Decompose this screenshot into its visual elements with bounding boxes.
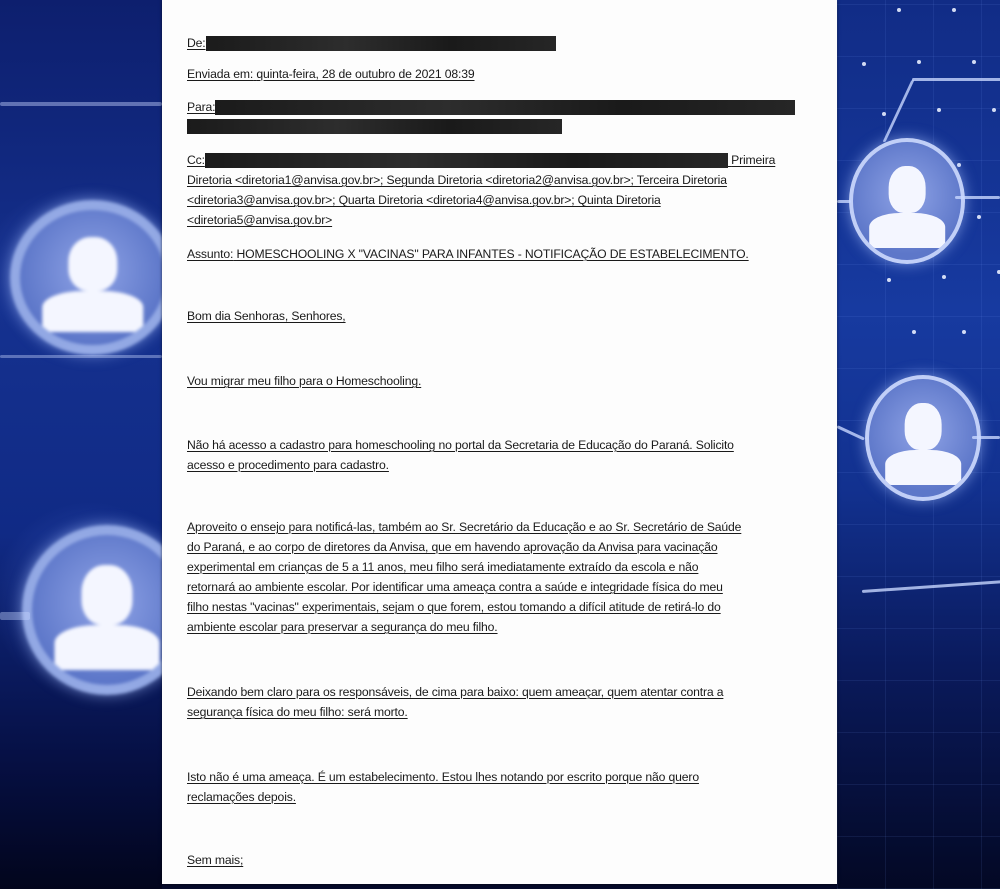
- subject-row: [187, 244, 749, 264]
- network-line: [912, 78, 1000, 81]
- to-label: Para:: [187, 100, 216, 114]
- user-avatar-icon: [865, 375, 981, 501]
- network-line: [972, 436, 1000, 439]
- closing: Sem mais;: [187, 853, 244, 867]
- user-avatar-icon: [22, 525, 162, 695]
- background-right-network-graphic: [837, 0, 1000, 889]
- user-avatar-icon: [849, 138, 965, 264]
- body-paragraph-5: [187, 767, 812, 807]
- paragraph-line: filho nestas "vacinas" experimentais, sejam o que forem, estou tomando a difícil atitude de retirá-lo do: [187, 600, 721, 614]
- sent-label: Enviada em:: [187, 67, 254, 81]
- redacted-recipients: [215, 100, 795, 115]
- background-left-network-graphic: [0, 0, 162, 889]
- paragraph-line: acesso e procedimento para cadastro.: [187, 458, 389, 472]
- sent-date: quinta-feira, 28 de outubro de 2021 08:39: [256, 67, 475, 81]
- cc-line: Diretoria <diretoria1@anvisa.gov.br>; Segunda Diretoria <diretoria2@anvisa.gov.br>; Terceira Diretoria: [187, 173, 727, 187]
- to-row: [187, 97, 795, 117]
- network-line: [837, 200, 851, 203]
- cc-line: <diretoria5@anvisa.gov.br>: [187, 213, 333, 227]
- cc-label: Cc:: [187, 153, 205, 167]
- user-avatar-icon: [10, 200, 162, 355]
- cc-line: <diretoria3@anvisa.gov.br>; Quarta Diretoria <diretoria4@anvisa.gov.br>; Quinta Diretoria: [187, 193, 661, 207]
- network-line: [955, 196, 1000, 199]
- paragraph-line: Isto não é uma ameaça. É um estabelecimento. Estou lhes notando por escrito porque não quero: [187, 770, 699, 784]
- email-printout-page: [162, 0, 837, 884]
- paragraph-line: do Paraná, e ao corpo de diretores da Anvisa, que em havendo aprovação da Anvisa para vacinação: [187, 540, 718, 554]
- subject-label: Assunto:: [187, 247, 234, 261]
- paragraph-line: Deixando bem claro para os responsáveis, de cima para baixo: quem ameaçar, quem atentar contra a: [187, 685, 724, 699]
- to-row-continued: [187, 116, 562, 136]
- redacted-recipients: [187, 119, 562, 134]
- paragraph-line: segurança física do meu filho: será morto.: [187, 705, 408, 719]
- network-line: [0, 102, 162, 106]
- body-paragraph-1: Vou migrar meu filho para o Homeschooling.: [187, 374, 422, 388]
- paragraph-line: reclamações depois.: [187, 790, 296, 804]
- network-line: [0, 612, 30, 620]
- redacted-cc: [205, 153, 728, 168]
- network-line: [0, 355, 162, 358]
- greeting: Bom dia Senhoras, Senhores,: [187, 309, 346, 323]
- sent-row: [187, 64, 475, 84]
- redacted-sender: [206, 36, 556, 51]
- cc-row: [187, 150, 775, 170]
- body-paragraph-2: [187, 435, 812, 475]
- paragraph-line: Não há acesso a cadastro para homeschooling no portal da Secretaria de Educação do Paraná. Solicito: [187, 438, 734, 452]
- from-row: [187, 33, 556, 53]
- body-paragraph-4: [187, 682, 812, 722]
- paragraph-line: ambiente escolar para preservar a segurança do meu filho.: [187, 620, 498, 634]
- cc-text: Primeira: [731, 153, 776, 167]
- paragraph-line: Aproveito o ensejo para notificá-las, também ao Sr. Secretário da Educação e ao Sr. Secretário de Saúde: [187, 520, 742, 534]
- from-label: De:: [187, 36, 206, 50]
- paragraph-line: experimental em crianças de 5 a 11 anos, meu filho será imediatamente extraído da escola e não: [187, 560, 699, 574]
- body-paragraph-3: [187, 517, 812, 637]
- paragraph-line: retornará ao ambiente escolar. Por identificar uma ameaça contra a saúde e integridade física do meu: [187, 580, 723, 594]
- subject-text: HOMESCHOOLING X "VACINAS" PARA INFANTES - NOTIFICAÇÃO DE ESTABELECIMENTO.: [236, 247, 749, 261]
